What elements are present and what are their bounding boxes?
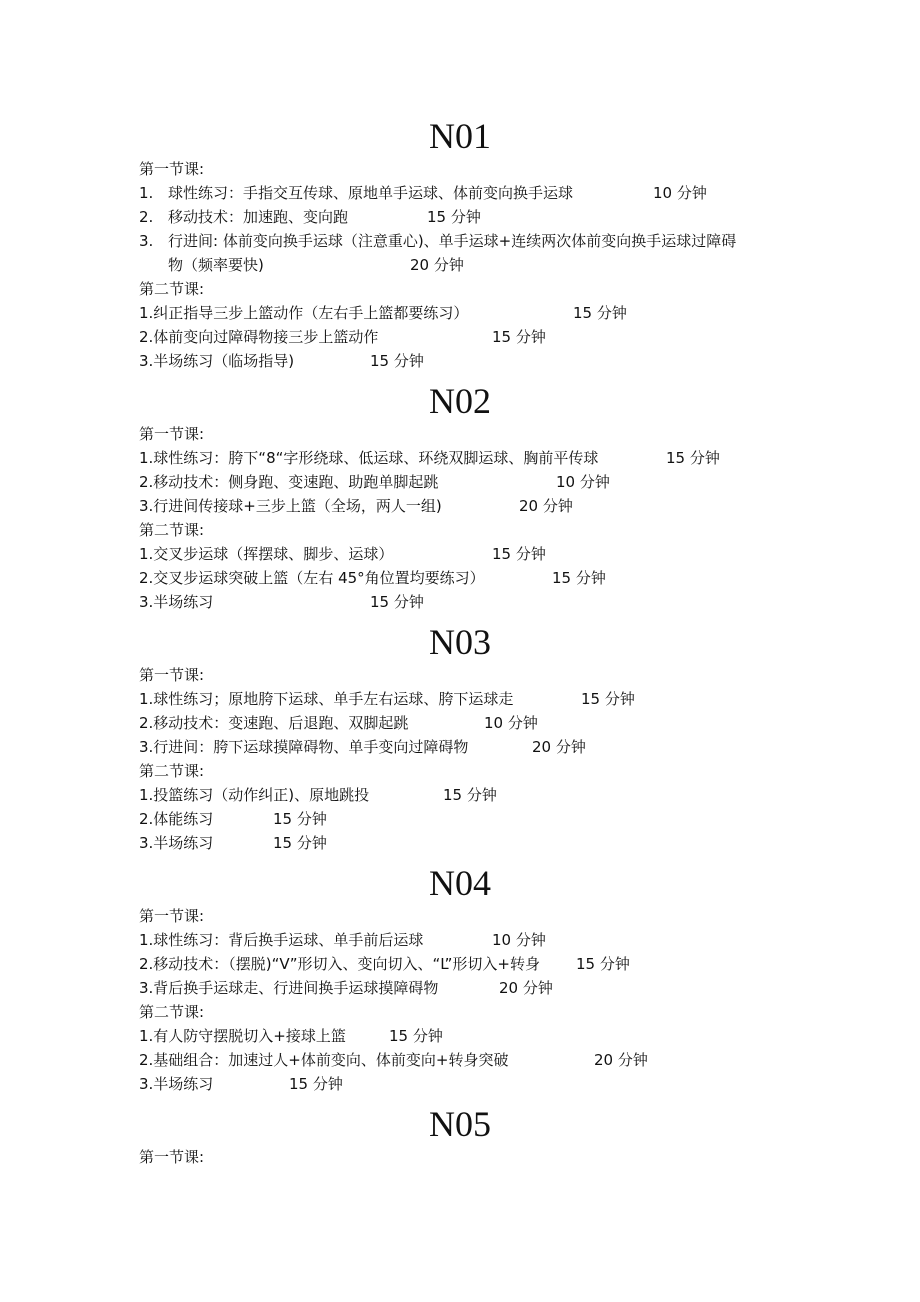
- item-text: 2.体前变向过障碍物接三步上篮动作: [139, 328, 379, 346]
- lesson-label: 第一节课:: [139, 160, 205, 178]
- item-text: 1.球性练习：背后换手运球、单手前后运球: [139, 931, 424, 949]
- item-duration: 15 分钟: [552, 569, 606, 587]
- item-text: 1.有人防守摆脱切入+接球上篮: [139, 1027, 346, 1045]
- item-text: 3.背后换手运球走、行进间换手运球摸障碍物: [139, 979, 439, 997]
- item-duration: 15 分钟: [427, 208, 481, 226]
- item-text: 1.交叉步运球（挥摆球、脚步、运球）: [139, 545, 394, 563]
- item-duration: 20 分钟: [499, 979, 553, 997]
- item-duration: 15 分钟: [389, 1027, 443, 1045]
- item-text: 3.半场练习: [139, 593, 214, 611]
- item-text: 2.移动技术：侧身跑、变速跑、助跑单脚起跳: [139, 473, 439, 491]
- item-duration: 10 分钟: [653, 184, 707, 202]
- item-text: 3.半场练习: [139, 834, 214, 852]
- item-duration: 15 分钟: [492, 545, 546, 563]
- item-text: 3.半场练习（临场指导): [139, 352, 295, 370]
- lesson-label: 第一节课:: [139, 666, 205, 684]
- item-text: 移动技术：加速跑、变向跑: [168, 208, 349, 226]
- item-text: 球性练习：手指交互传球、原地单手运球、体前变向换手运球: [168, 184, 574, 202]
- item-text: 1.纠正指导三步上篮动作（左右手上篮都要练习）: [139, 304, 469, 322]
- item-duration: 20 分钟: [519, 497, 573, 515]
- item-duration: 20 分钟: [532, 738, 586, 756]
- item-duration: 15 分钟: [273, 810, 327, 828]
- item-duration: 15 分钟: [573, 304, 627, 322]
- item-duration: 15 分钟: [443, 786, 497, 804]
- item-duration: 15 分钟: [666, 449, 720, 467]
- item-text: 3.半场练习: [139, 1075, 214, 1093]
- item-text: 行进间: 体前变向换手运球（注意重心)、单手运球+连续两次体前变向换手运球过障碍: [168, 232, 737, 250]
- item-duration: 15 分钟: [576, 955, 630, 973]
- section-heading-n01: N01: [429, 116, 491, 156]
- lesson-label: 第一节课:: [139, 425, 205, 443]
- lesson-label: 第一节课:: [139, 1148, 205, 1166]
- item-duration: 15 分钟: [492, 328, 546, 346]
- section-heading-n05: N05: [429, 1104, 491, 1144]
- item-text: 1.球性练习；原地胯下运球、单手左右运球、胯下运球走: [139, 690, 514, 708]
- item-duration: 15 分钟: [370, 352, 424, 370]
- item-text: 2.移动技术：（摆脱)“V”形切入、变向切入、“L”形切入+转身: [139, 955, 540, 973]
- item-text: 3.行进间传接球+三步上篮（全场，两人一组): [139, 497, 442, 515]
- item-number: 1.: [139, 184, 154, 202]
- item-duration: 10 分钟: [556, 473, 610, 491]
- item-text: 1.投篮练习（动作纠正)、原地跳投: [139, 786, 370, 804]
- section-heading-n02: N02: [429, 381, 491, 421]
- item-duration: 20 分钟: [410, 256, 464, 274]
- lesson-label: 第一节课:: [139, 907, 205, 925]
- item-duration: 20 分钟: [594, 1051, 648, 1069]
- item-duration: 15 分钟: [581, 690, 635, 708]
- section-heading-n03: N03: [429, 622, 491, 662]
- lesson-label: 第二节课:: [139, 280, 205, 298]
- item-duration: 15 分钟: [289, 1075, 343, 1093]
- item-number: 2.: [139, 208, 154, 226]
- item-text: 2.基础组合：加速过人+体前变向、体前变向+转身突破: [139, 1051, 509, 1069]
- item-number: 3.: [139, 232, 154, 250]
- item-text: 2.移动技术：变速跑、后退跑、双脚起跳: [139, 714, 409, 732]
- item-text: 2.体能练习: [139, 810, 214, 828]
- item-text: 1.球性练习：胯下“8“字形绕球、低运球、环绕双脚运球、胸前平传球: [139, 449, 599, 467]
- item-duration: 15 分钟: [370, 593, 424, 611]
- item-text: 2.交叉步运球突破上篮（左右 45°角位置均要练习）: [139, 569, 485, 587]
- item-duration: 10 分钟: [492, 931, 546, 949]
- lesson-label: 第二节课:: [139, 762, 205, 780]
- item-text: 3.行进间：胯下运球摸障碍物、单手变向过障碍物: [139, 738, 469, 756]
- lesson-label: 第二节课:: [139, 1003, 205, 1021]
- section-heading-n04: N04: [429, 863, 491, 903]
- lesson-label: 第二节课:: [139, 521, 205, 539]
- item-text-continued: 物（频率要快): [168, 256, 264, 274]
- item-duration: 15 分钟: [273, 834, 327, 852]
- item-duration: 10 分钟: [484, 714, 538, 732]
